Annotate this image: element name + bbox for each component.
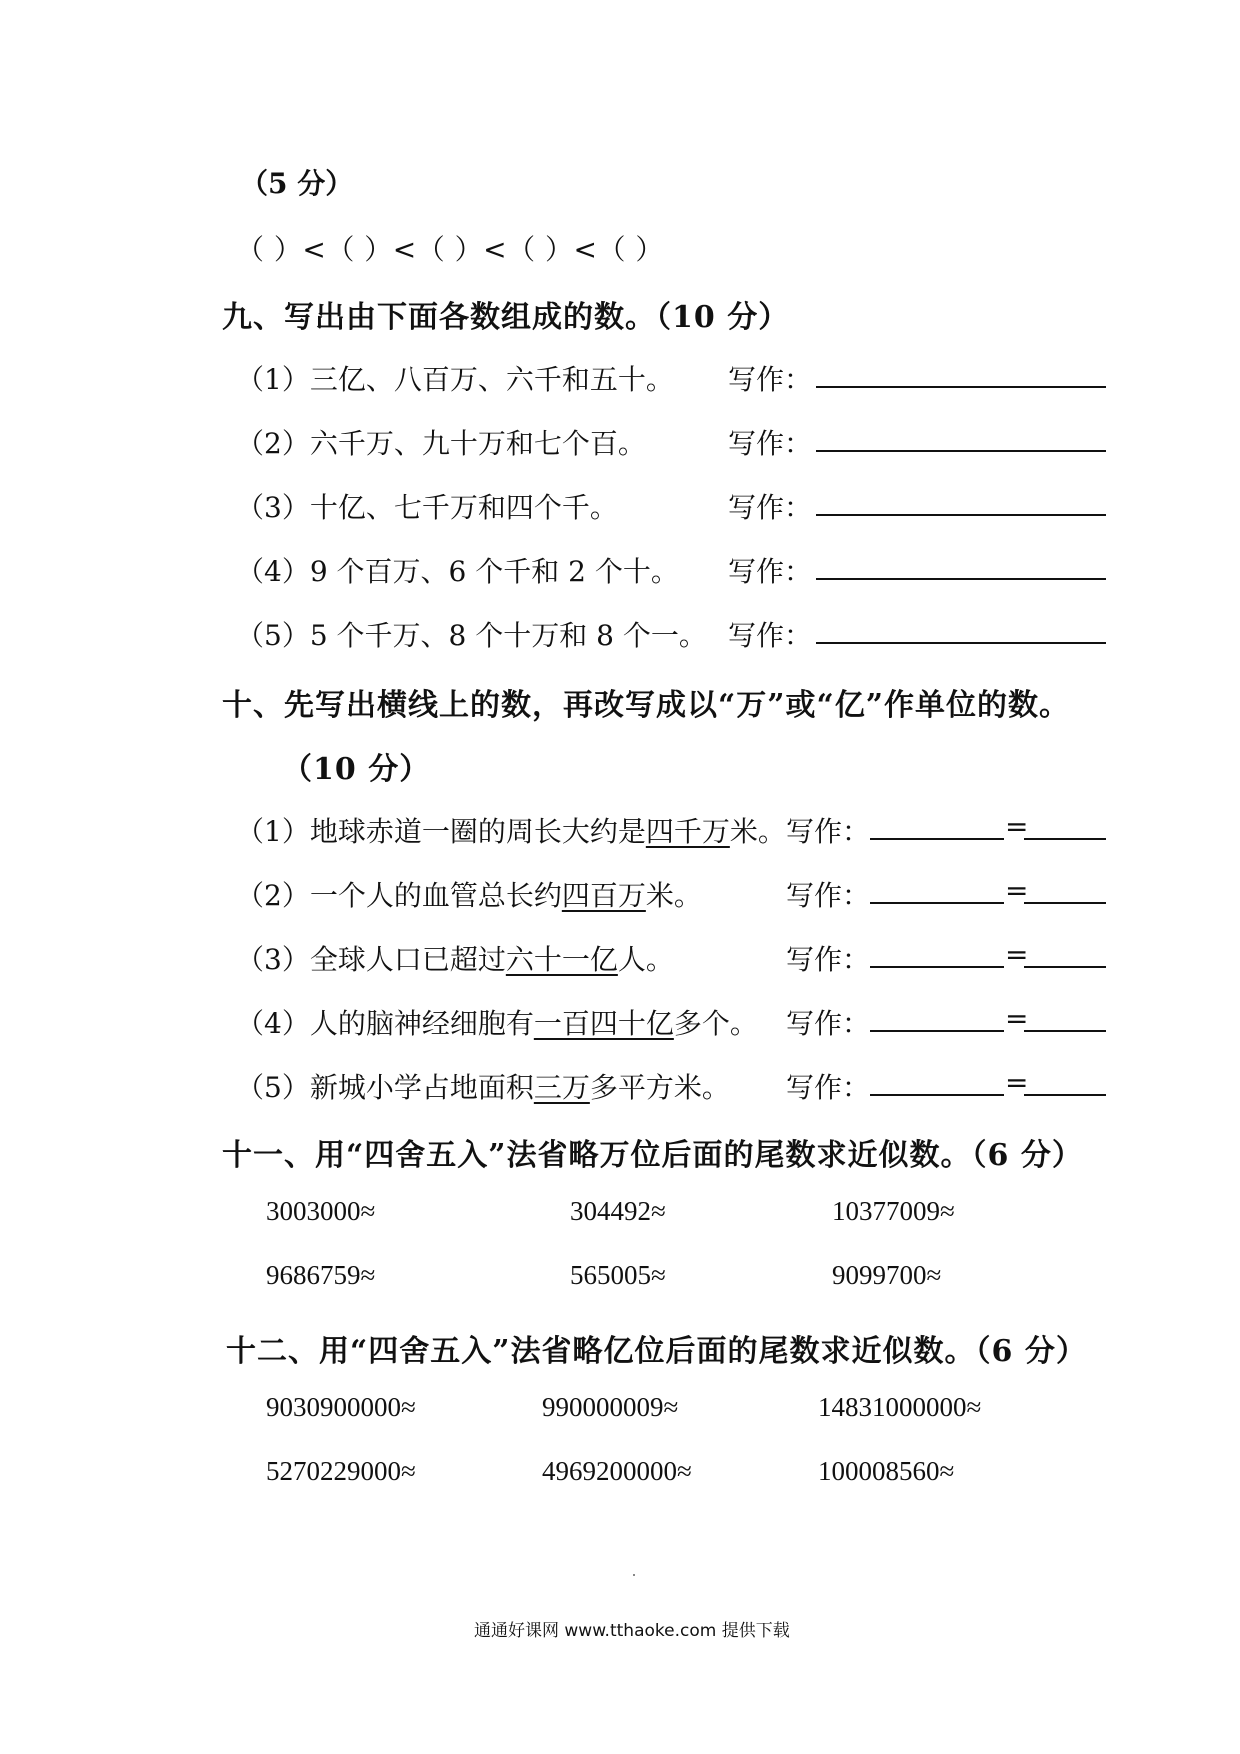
part8-compare-row: （ ）<（ ）<（ ）<（ ）<（ ） <box>236 233 664 266</box>
part10-write-label-2: 写作： <box>786 879 871 912</box>
part9-item-4: （4）9 个百万、6 个千和 2 个十。 <box>236 555 679 588</box>
part10-equals-4: = <box>1005 1002 1029 1035</box>
part10-blank-a-4[interactable] <box>870 1008 1004 1032</box>
part12-r1-c3: 14831000000≈ <box>818 1392 982 1422</box>
part12-r1-c2: 990000009≈ <box>542 1392 679 1422</box>
part10-equals-3: = <box>1005 938 1029 971</box>
part9-item-5: （5）5 个千万、8 个十万和 8 个一。 <box>236 619 707 652</box>
part10-equals-5: = <box>1005 1066 1029 1099</box>
part11-r2-c3: 9099700≈ <box>832 1260 942 1290</box>
part8-score: （5 分） <box>240 167 354 200</box>
part10-blank-b-3[interactable] <box>1024 944 1106 968</box>
part10-item-3-post: 人。 <box>617 943 674 976</box>
part10-blank-b-5[interactable] <box>1024 1072 1106 1096</box>
part10-write-label-4: 写作： <box>786 1007 871 1040</box>
part10-blank-b-1[interactable] <box>1024 816 1106 840</box>
part10-item-4-pre: （4）人的脑神经细胞有 <box>236 1007 534 1040</box>
part10-item-3-pre: （3）全球人口已超过 <box>236 943 506 976</box>
part9-write-label-1: 写作： <box>728 363 813 396</box>
part11-title: 十一、用“四舍五入”法省略万位后面的尾数求近似数。（6 分） <box>222 1138 1083 1173</box>
part10-blank-b-2[interactable] <box>1024 880 1106 904</box>
part10-item-1 <box>236 810 786 850</box>
part10-item-5-pre: （5）新城小学占地面积 <box>236 1071 534 1104</box>
part10-item-1-pre: （1）地球赤道一圈的周长大约是 <box>236 815 646 848</box>
part10-item-2 <box>236 874 702 914</box>
footer-text: 通通好课网 www.tthaoke.com 提供下载 <box>474 1621 790 1641</box>
part9-item-2: （2）六千万、九十万和七个百。 <box>236 427 646 460</box>
part10-item-4 <box>236 1002 758 1042</box>
scan-dot <box>633 1574 635 1576</box>
part10-item-2-pre: （2）一个人的血管总长约 <box>236 879 562 912</box>
part10-item-5-underlined: 三万 <box>533 1071 590 1104</box>
part9-write-label-5: 写作： <box>728 619 813 652</box>
part9-answer-line-3[interactable] <box>816 492 1106 516</box>
part11-r2-c2: 565005≈ <box>570 1260 666 1290</box>
part10-blank-b-4[interactable] <box>1024 1008 1106 1032</box>
part9-item-1: （1）三亿、八百万、六千和五十。 <box>236 363 674 396</box>
part11-r1-c1: 3003000≈ <box>266 1196 376 1226</box>
part9-write-label-2: 写作： <box>728 427 813 460</box>
part9-title: 九、写出由下面各数组成的数。（10 分） <box>222 300 790 335</box>
part9-answer-line-5[interactable] <box>816 620 1106 644</box>
part10-blank-a-1[interactable] <box>870 816 1004 840</box>
part12-r2-c2: 4969200000≈ <box>542 1456 692 1486</box>
part9-write-label-4: 写作： <box>728 555 813 588</box>
part10-equals-1: = <box>1005 810 1029 843</box>
part10-item-5-post: 多平方米。 <box>589 1071 730 1104</box>
part10-item-2-underlined: 四百万 <box>561 879 646 912</box>
part9-write-label-3: 写作： <box>728 491 813 524</box>
part10-equals-2: = <box>1005 874 1029 907</box>
part10-blank-a-3[interactable] <box>870 944 1004 968</box>
part10-item-2-post: 米。 <box>645 879 702 912</box>
part12-r2-c3: 100008560≈ <box>818 1456 955 1486</box>
part10-blank-a-2[interactable] <box>870 880 1004 904</box>
part9-answer-line-1[interactable] <box>816 364 1106 388</box>
part10-item-4-underlined: 一百四十亿 <box>533 1007 674 1040</box>
part12-r2-c1: 5270229000≈ <box>266 1456 416 1486</box>
part9-answer-line-4[interactable] <box>816 556 1106 580</box>
part11-r2-c1: 9686759≈ <box>266 1260 376 1290</box>
part10-item-3-underlined: 六十一亿 <box>505 943 618 976</box>
part10-write-label-5: 写作： <box>786 1071 871 1104</box>
part10-write-label-3: 写作： <box>786 943 871 976</box>
part10-score: （10 分） <box>282 752 431 787</box>
part9-item-3: （3）十亿、七千万和四个千。 <box>236 491 618 524</box>
part12-r1-c1: 9030900000≈ <box>266 1392 416 1422</box>
part10-item-4-post: 多个。 <box>673 1007 758 1040</box>
part10-title: 十、先写出横线上的数，再改写成以“万”或“亿”作单位的数。 <box>222 688 1071 723</box>
part10-item-5 <box>236 1066 730 1106</box>
part12-title: 十二、用“四舍五入”法省略亿位后面的尾数求近似数。（6 分） <box>226 1334 1087 1369</box>
part10-blank-a-5[interactable] <box>870 1072 1004 1096</box>
part10-item-3 <box>236 938 674 978</box>
part9-answer-line-2[interactable] <box>816 428 1106 452</box>
part10-item-1-post: 米。 <box>729 815 786 848</box>
part11-r1-c3: 10377009≈ <box>832 1196 955 1226</box>
part10-item-1-underlined: 四千万 <box>645 815 730 848</box>
part11-r1-c2: 304492≈ <box>570 1196 666 1226</box>
part10-write-label-1: 写作： <box>786 815 871 848</box>
